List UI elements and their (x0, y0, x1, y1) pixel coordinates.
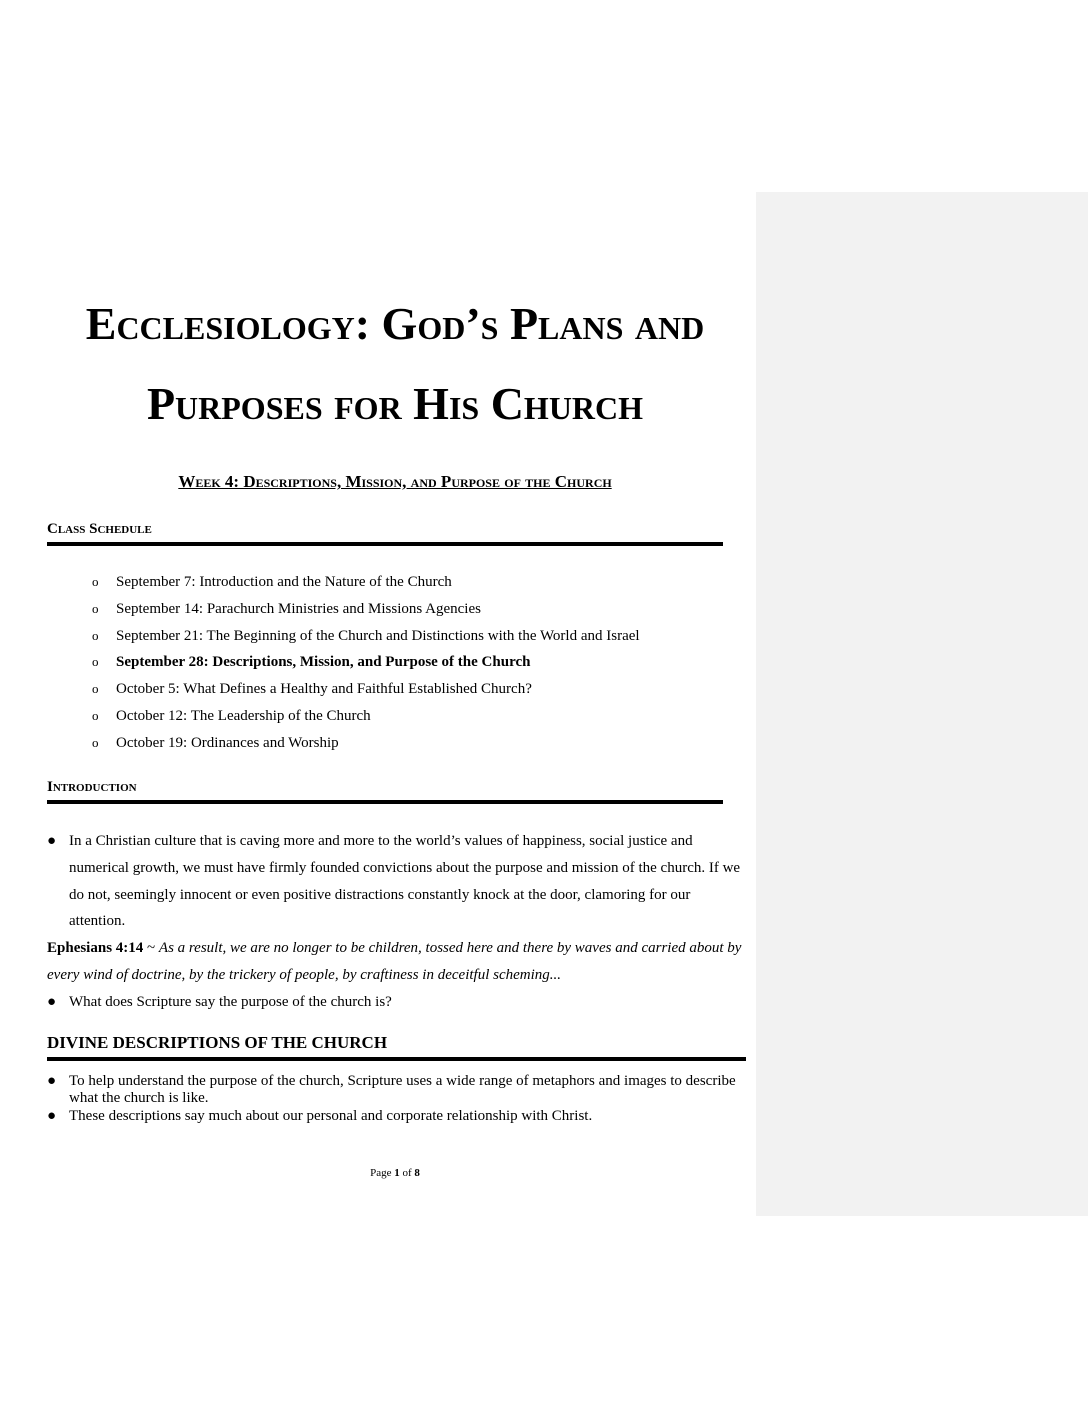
bullet-dot-icon: ● (47, 833, 57, 849)
page-total: 8 (414, 1167, 420, 1179)
comment-margin-pane (756, 192, 1088, 1216)
intro-point-1: ● In a Christian culture that is caving more and more to the world’s values of happiness, social justice and numerical growth, we must have firmly founded convictions about the purpose and mission of the church. If we do not, seemingly innocent or even positive distractions constantly knock at the door, clamoring for our attention. (47, 828, 747, 935)
divine-point-1: ● To help understand the purpose of the church, Scripture uses a wide range of metaphors and images to describe what the church is like. (47, 1073, 736, 1106)
list-item: o October 19: Ordinances and Worship (92, 732, 640, 759)
verse-separator: ~ (143, 940, 159, 957)
list-item: o September 21: The Beginning of the Church and Distinctions with the World and Israel (92, 625, 640, 652)
list-item: o October 5: What Defines a Healthy and Faithful Established Church? (92, 678, 640, 705)
list-item-current-week: o September 28: Descriptions, Mission, and Purpose of the Church (92, 651, 640, 678)
circle-bullet-icon: o (92, 681, 99, 697)
circle-bullet-icon: o (92, 627, 99, 643)
week-subtitle: Week 4: Descriptions, Mission, and Purpose of the Church (178, 472, 612, 491)
introduction-body (47, 828, 747, 1016)
title-line-1: Ecclesiology: God’s Plans and (85, 298, 705, 349)
circle-bullet-icon: o (92, 574, 99, 589)
circle-bullet-icon: o (92, 654, 99, 670)
divine-descriptions-heading: DIVINE DESCRIPTIONS OF THE CHURCH (47, 1033, 746, 1061)
document-title (40, 284, 750, 444)
bullet-dot-icon: ● (47, 1073, 57, 1089)
bullet-dot-icon: ● (47, 993, 57, 1010)
circle-bullet-icon: o (92, 600, 99, 616)
list-item: o September 14: Parachurch Ministries and Missions Agencies (92, 598, 640, 625)
verse-reference: Ephesians 4:14 (47, 940, 144, 957)
divine-descriptions-body (47, 1073, 747, 1126)
circle-bullet-icon: o (92, 707, 99, 723)
title-line-2: Purposes for His Church (146, 378, 644, 429)
class-schedule-list (92, 571, 640, 759)
class-schedule-heading: Class Schedule (47, 521, 723, 546)
divine-point-2: ● These descriptions say much about our personal and corporate relationship with Christ. (47, 1108, 593, 1124)
scripture-quote (47, 935, 747, 989)
introduction-heading: Introduction (47, 779, 723, 804)
verse-text: As a result, we are no longer to be children, tossed here and there by waves and carried about by every wind of doctrine, by the trickery of people, by craftiness in deceitful scheming... (47, 940, 742, 983)
page-footer: Page 1 of 8 (370, 1167, 420, 1179)
bullet-dot-icon: ● (47, 1108, 57, 1124)
circle-bullet-icon: o (92, 734, 99, 750)
list-item: o October 12: The Leadership of the Church (92, 705, 640, 732)
list-item: o September 7: Introduction and the Nature of the Church (92, 571, 640, 598)
intro-point-2: ● What does Scripture say the purpose of the church is? (47, 989, 747, 1016)
page-number: 1 (394, 1167, 400, 1179)
